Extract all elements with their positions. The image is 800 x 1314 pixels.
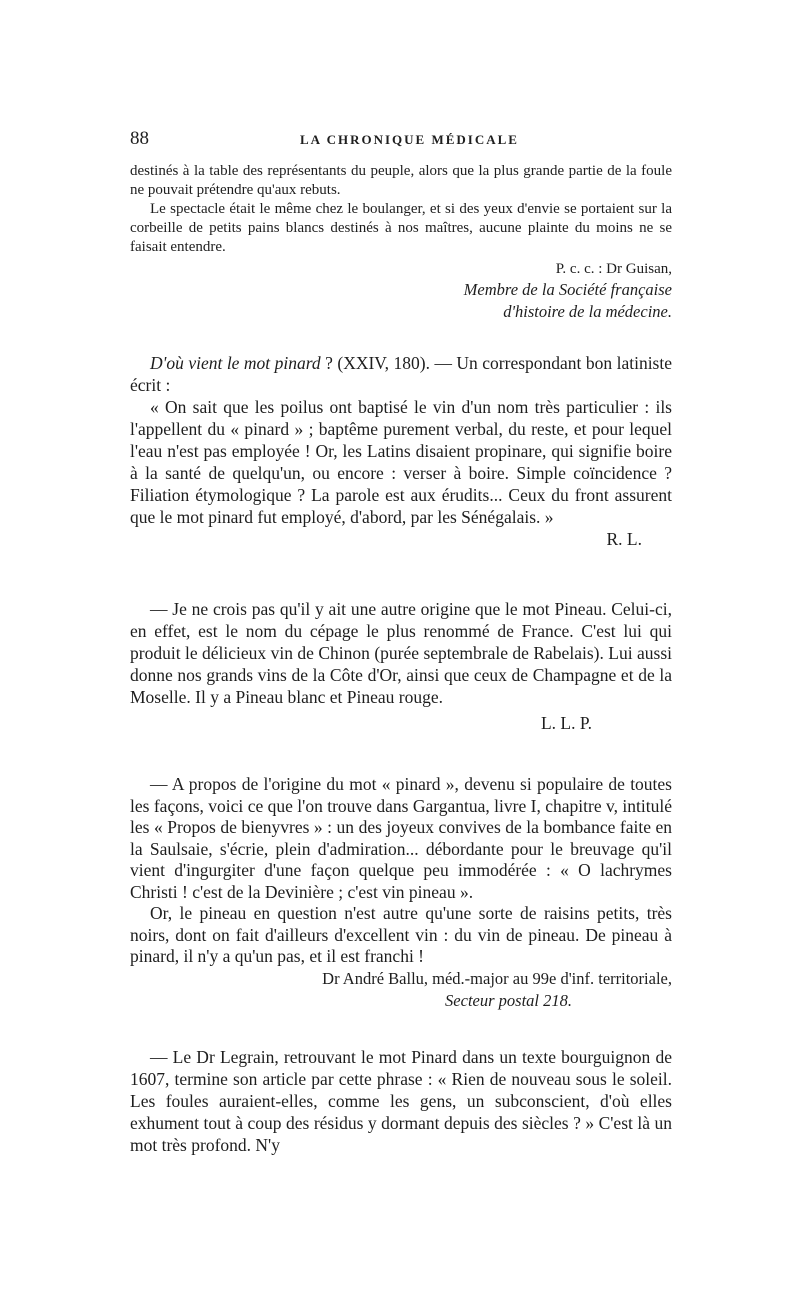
paragraph: Le spectacle était le même chez le boulanger, et si des yeux d'envie se portaient sur la corbeille de petits pains blancs destinés à nos maîtres, aucune plainte du moins ne se faisait entendre.: [130, 201, 672, 255]
paragraph: — A propos de l'origine du mot « pinard », devenu si populaire de toutes les façons, voici ce que l'on trouve dans Gargantua, livre I, chapitre v, intitulé les « Propos de bienyvres » : un des joyeux convives de la bombance faite en la Saulsaie, s'écrie, plein d'admiration... débordante pour le breuvage qu'il vient d'ingurgiter d'une façon quelque peu immodérée : « O lachrymes Christi ! c'est de la Devinière ; c'est vin pineau ».: [130, 774, 672, 902]
paragraph: destinés à la table des représentants du peuple, alors que la plus grande partie de la foule ne pouvait prétendre qu'aux rebuts.: [130, 163, 672, 198]
section-guisan: [130, 162, 672, 323]
paragraph: — Je ne crois pas qu'il y ait une autre origine que le mot Pineau. Celui-ci, en effet, est le nom du cépage le plus renommé de France. C'est lui qui produit le délicieux vin de Chinon (purée septembrale de Rabelais). Lui aussi donne nos grands vins de la Côte d'Or, ainsi que ceux de Champagne et de la Moselle. Il y a Pineau blanc et Pineau rouge.: [130, 599, 672, 707]
page-number: 88: [130, 128, 149, 149]
signature: L. L. P.: [540, 713, 592, 733]
question-rest: ? (XXIV, 180). — Un correspondant bon latiniste écrit :: [130, 353, 672, 395]
signature: R. L.: [606, 529, 642, 549]
paragraph: Or, le pineau en question n'est autre qu'une sorte de raisins petits, très noirs, dont on fait d'ailleurs d'excellent vin : du vin de pineau. De pineau à pinard, il n'y a qu'un pas, et il est franchi !: [130, 903, 672, 966]
running-head: LA CHRONIQUE MÉDICALE: [300, 132, 519, 147]
section-gargantua: [130, 774, 672, 1012]
paragraph: — Le Dr Legrain, retrouvant le mot Pinard dans un texte bourguignon de 1607, termine son article par cette phrase : « Rien de nouveau sous le soleil. Les foules auraient-elles, comme les gens, un subconscient, d'où elles exhument tout à coup des résidus y dormant depuis des siècles ? » C'est là un mot très profond. N'y: [130, 1047, 672, 1155]
signature-role: d'histoire de la médecine.: [503, 302, 672, 321]
section-pineau: [130, 598, 672, 734]
signature: Dr André Ballu, méd.-major au 99e d'inf. territoriale,: [322, 968, 672, 988]
question-paragraph: [130, 352, 672, 396]
question-title: D'où vient le mot pinard: [150, 353, 321, 373]
signature: P. c. c. : Dr Guisan,: [555, 261, 672, 277]
section-pinard-question: [130, 352, 672, 550]
signature-sector: Secteur postal 218.: [445, 990, 572, 1010]
quote-paragraph: « On sait que les poilus ont baptisé le vin d'un nom très particulier : ils l'appellent du « pinard » ; baptême purement verbal, du reste, et pour lequel l'eau n'est pas employée ! Or, les Latins disaient propinare, qui signifie boire à la santé de quelqu'un, ou encore : verser à boire. Simple coïncidence ? Filiation étymologique ? La parole est aux érudits... Ceux du front assurent que le mot pinard fut employé, d'abord, par les Sénégalais. »: [130, 397, 672, 527]
signature-role: Membre de la Société française: [463, 280, 672, 299]
page-header: [130, 128, 670, 150]
section-legrain: [130, 1046, 672, 1156]
